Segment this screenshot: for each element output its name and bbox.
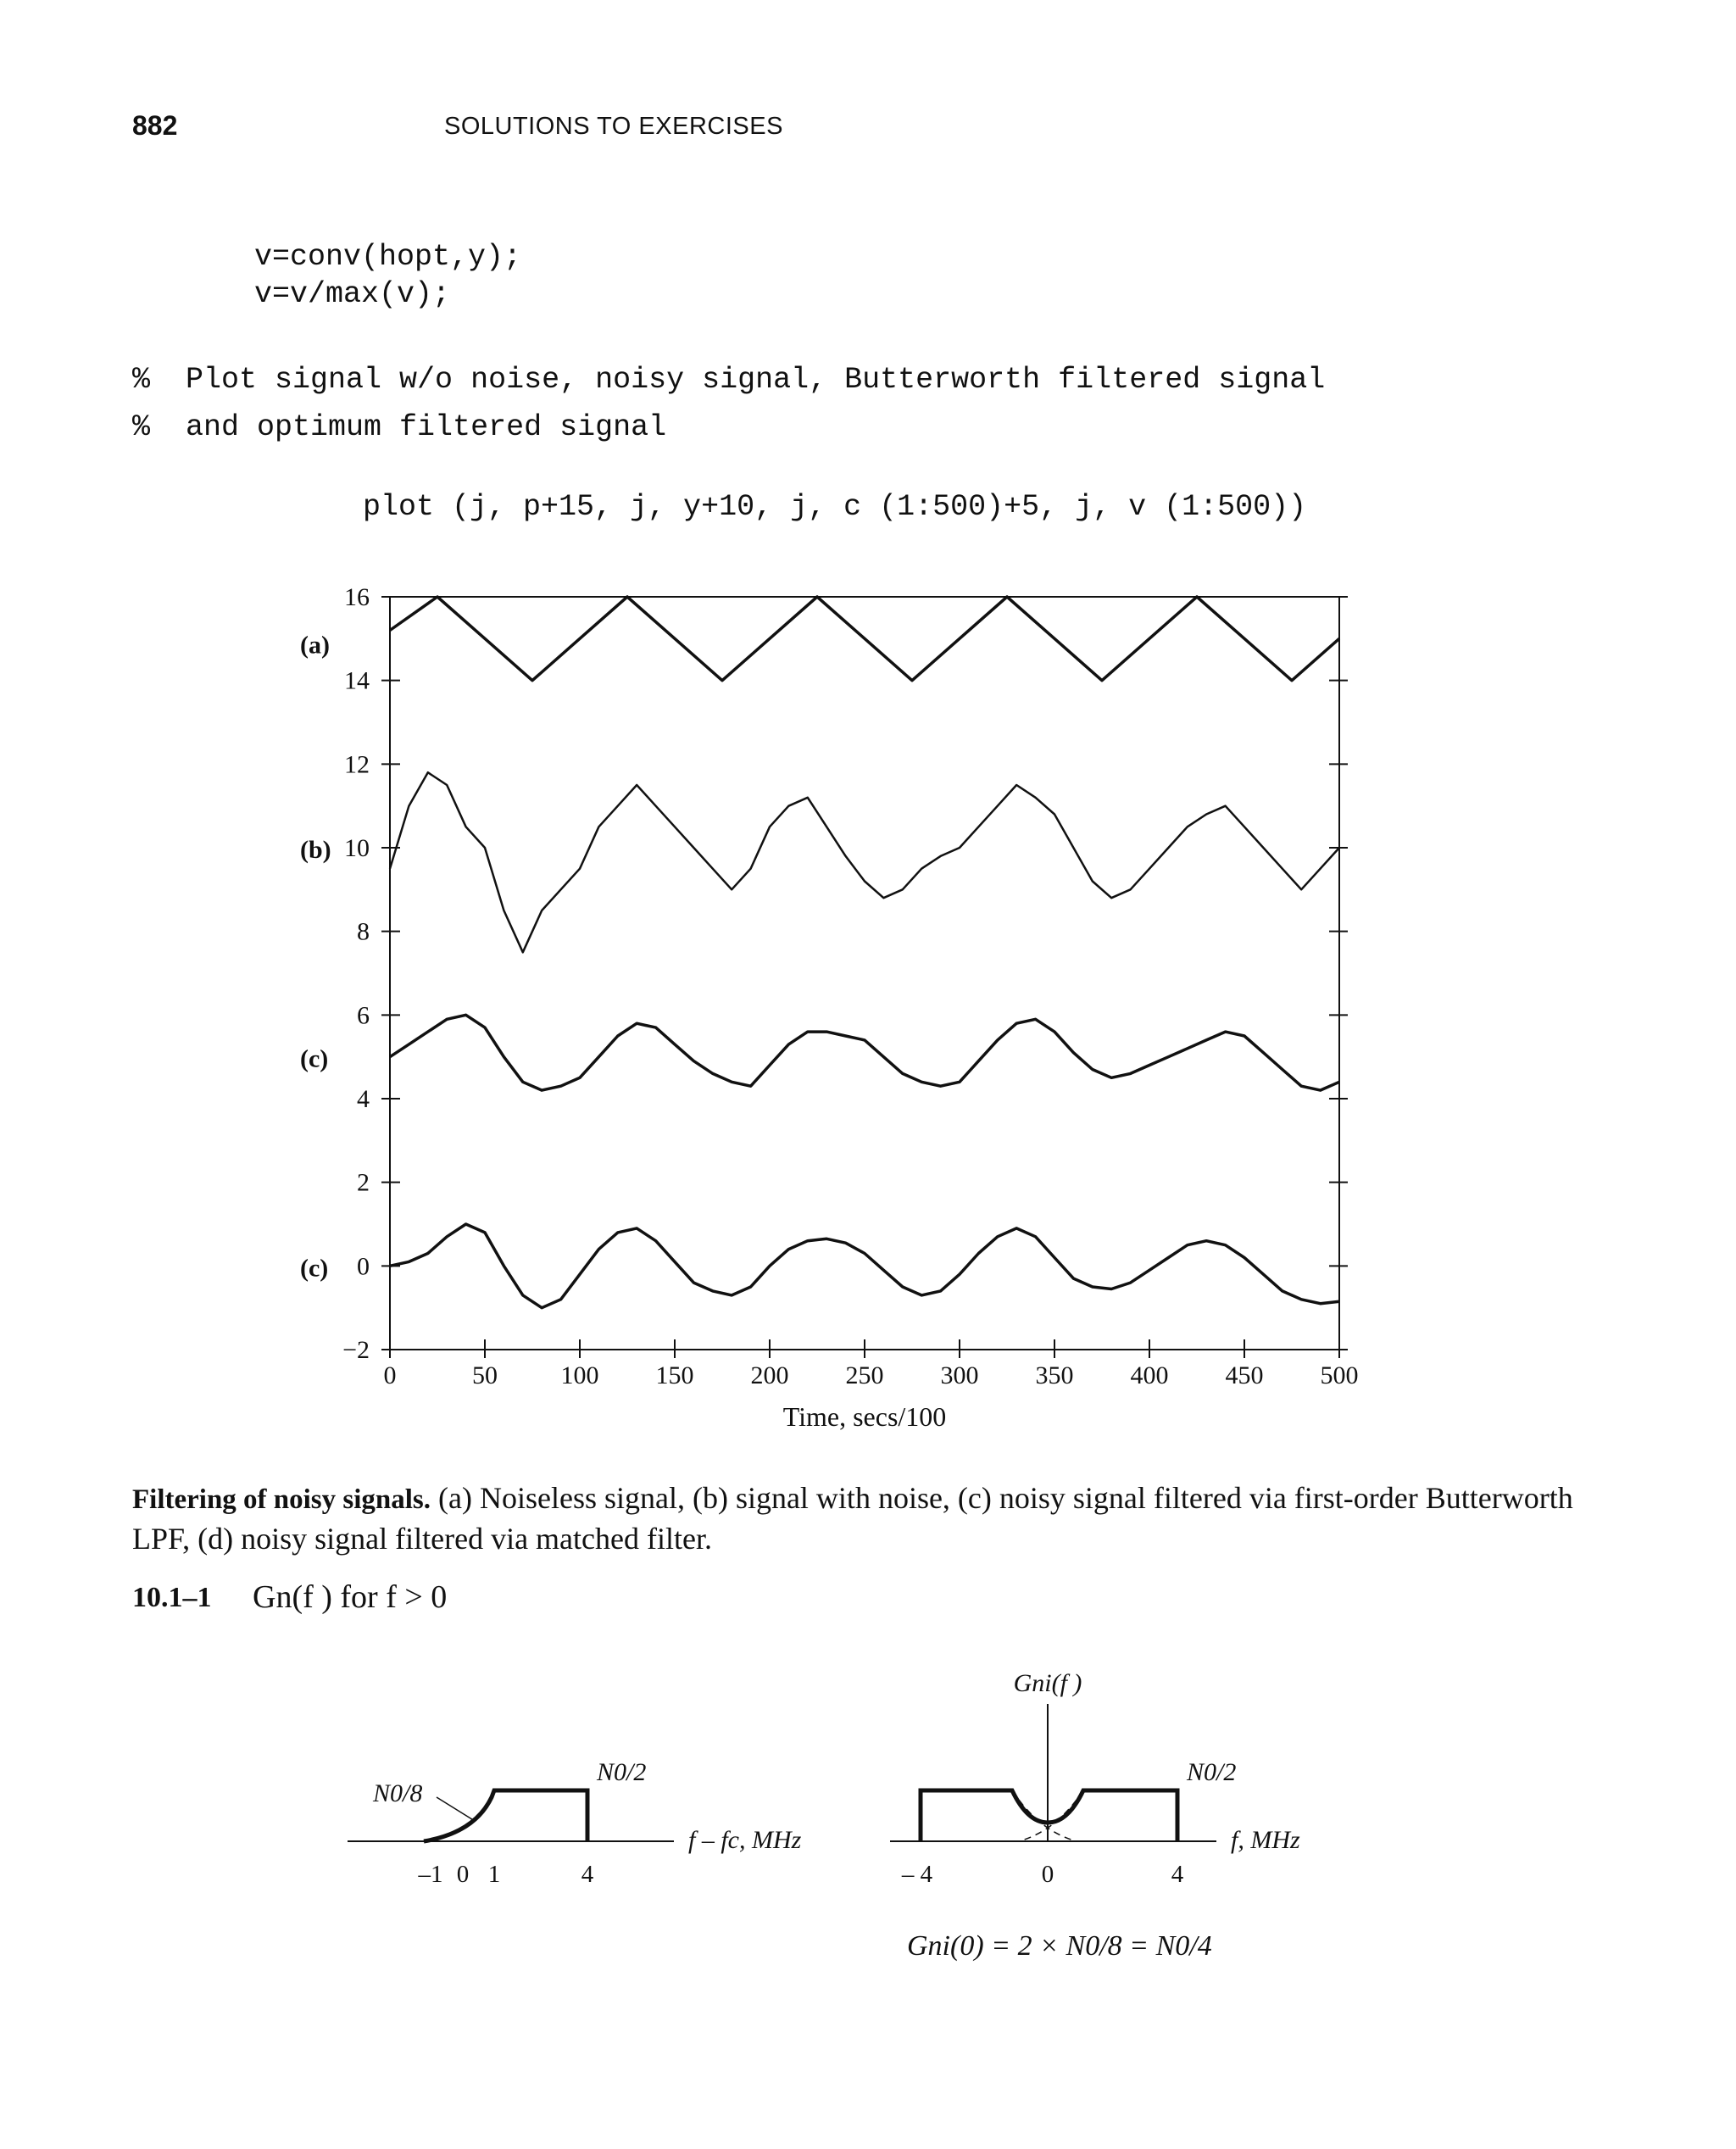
code-line-conv: v=conv(hopt,y); [254, 240, 522, 274]
series-line-2 [390, 1015, 1339, 1090]
y-tick-label: 6 [357, 1001, 370, 1030]
x-tick-label: 150 [655, 1361, 694, 1389]
x-tick-label: 450 [1225, 1361, 1264, 1389]
y-tick-label: 2 [357, 1168, 370, 1197]
left-leader [437, 1797, 475, 1821]
right-tick-m4: – 4 [901, 1861, 933, 1888]
right-psd-curve [921, 1790, 1177, 1841]
right-title: Gni(f ) [1013, 1669, 1082, 1697]
x-tick-label: 500 [1320, 1361, 1359, 1389]
series-line-1 [390, 772, 1339, 952]
code-comment-2: % and optimum filtered signal [132, 410, 667, 444]
y-tick-label: 0 [357, 1252, 370, 1281]
x-tick-label: 50 [472, 1361, 498, 1389]
psd-diagrams [0, 1653, 1736, 2018]
y-tick-label: 16 [344, 583, 370, 611]
left-psd-curve [424, 1790, 587, 1841]
right-tick-0: 0 [1041, 1861, 1054, 1888]
exercise-number: 10.1–1 [132, 1582, 212, 1613]
code-plot-command: plot (j, p+15, j, y+10, j, c (1:500)+5, j, v (1:500)) [363, 490, 1307, 524]
right-axis-label: f, MHz [1231, 1826, 1300, 1854]
curve-label-3: (c) [300, 1254, 329, 1283]
left-psd-diagram [348, 1758, 802, 1888]
curve-label-0: (a) [300, 631, 330, 660]
plot-frame [390, 597, 1339, 1350]
caption-text: (a) Noiseless signal, (b) signal with noise, (c) noisy signal filtered via first-order Butterworth LPF, (d) noisy signal filtered via matched filter. [132, 1481, 1573, 1556]
x-tick-label: 250 [845, 1361, 884, 1389]
running-title: SOLUTIONS TO EXERCISES [444, 113, 783, 140]
page-number: 882 [132, 110, 178, 141]
left-high-level: N0/2 [597, 1758, 647, 1786]
x-axis-label: Time, secs/100 [782, 1401, 947, 1432]
y-tick-label: −2 [342, 1336, 370, 1364]
left-tick-1: 1 [487, 1861, 501, 1888]
y-tick-label: 10 [344, 834, 370, 862]
code-line-normalize: v=v/max(v); [254, 277, 451, 311]
series-line-0 [390, 597, 1339, 681]
left-axis-label: f – fc, MHz [688, 1826, 802, 1854]
x-tick-label: 100 [560, 1361, 599, 1389]
exercise-text: Gn(f ) for f > 0 [253, 1579, 448, 1615]
series-line-3 [390, 1224, 1339, 1308]
caption-bold: Filtering of noisy signals. [132, 1484, 431, 1515]
left-tick-m1: –1 [418, 1861, 443, 1888]
y-tick-label: 4 [357, 1085, 370, 1113]
x-tick-label: 400 [1130, 1361, 1169, 1389]
y-tick-label: 12 [344, 750, 370, 779]
curve-label-1: (b) [300, 836, 331, 864]
figure-caption [132, 1478, 1624, 1558]
right-high-level: N0/2 [1187, 1758, 1237, 1786]
x-tick-label: 300 [940, 1361, 979, 1389]
right-psd-diagram [890, 1669, 1300, 1962]
left-low-level: N0/8 [373, 1779, 423, 1807]
right-equation: Gni(0) = 2 × N0/8 = N0/4 [907, 1930, 1212, 1962]
code-comment-1: % Plot signal w/o noise, noisy signal, Butterworth filtered signal [132, 363, 1326, 397]
x-tick-label: 200 [750, 1361, 789, 1389]
curve-label-2: (c) [300, 1044, 329, 1073]
y-tick-label: 8 [357, 917, 370, 946]
x-tick-label: 350 [1035, 1361, 1074, 1389]
right-tick-4: 4 [1171, 1861, 1184, 1888]
x-tick-label: 0 [383, 1361, 397, 1389]
y-tick-label: 14 [344, 666, 370, 695]
left-tick-4: 4 [581, 1861, 594, 1888]
left-tick-0: 0 [456, 1861, 470, 1888]
